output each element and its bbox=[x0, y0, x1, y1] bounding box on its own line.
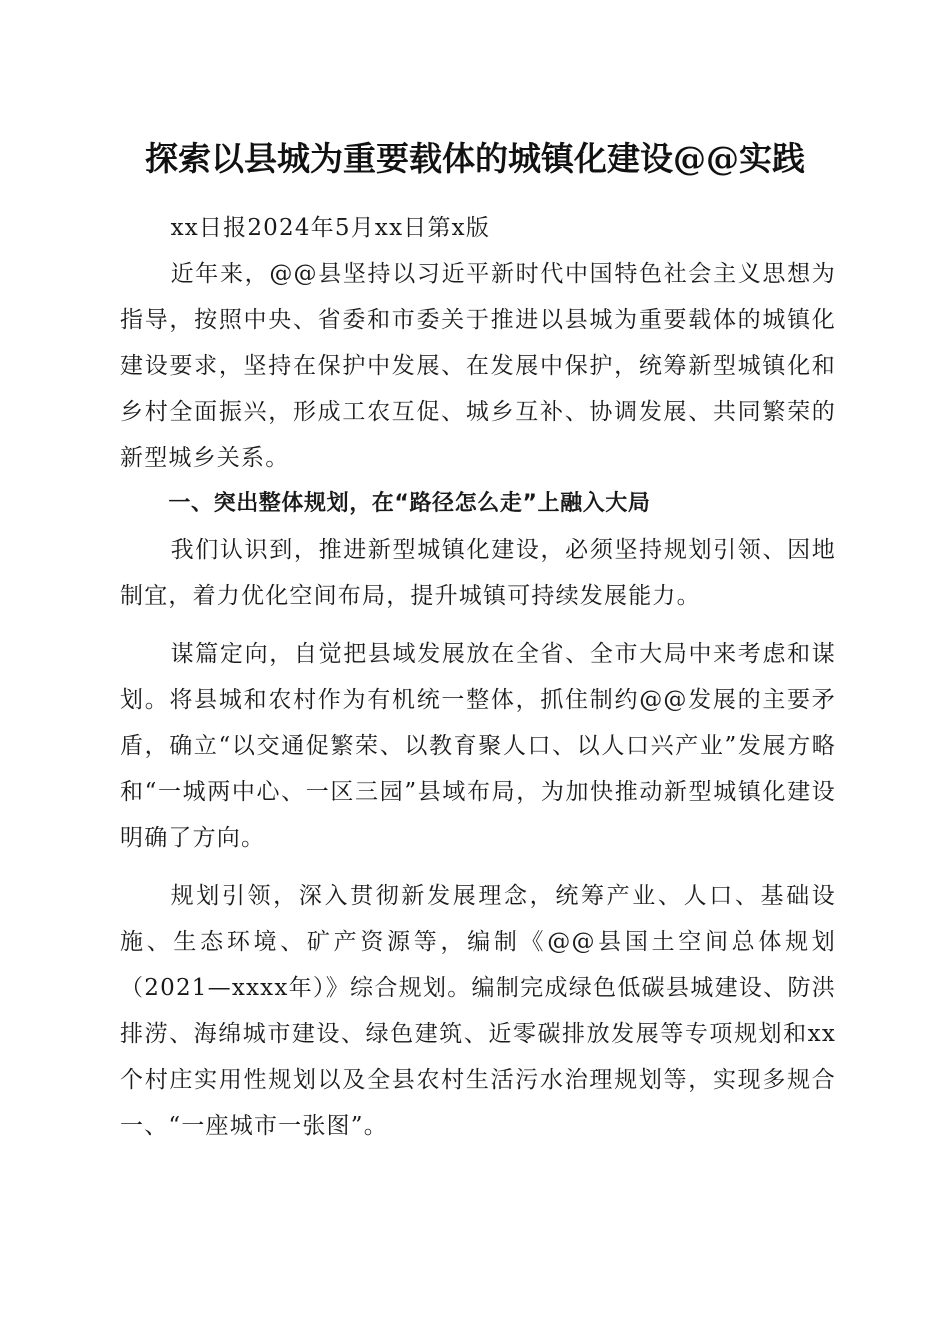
paragraph-orientation: 谋篇定向，自觉把县域发展放在全省、全市大局中来考虑和谋划。将县城和农村作为有机统一整体，抓住制约@@发展的主要矛盾，确立“以交通促繁荣、以教育聚人口、以人口兴产业”发展方略和“一城两中心、一区三园”县域布局，为加快推动新型城镇化建设明确了方向。 bbox=[120, 641, 836, 851]
document-body bbox=[120, 205, 836, 1149]
section-heading: 一、突出整体规划，在“路径怎么走”上融入大局 bbox=[168, 491, 651, 516]
paragraph-awareness: 我们认识到，推进新型城镇化建设，必须坚持规划引领、因地制宜，着力优化空间布局，提升城镇可持续发展能力。 bbox=[120, 537, 836, 609]
paragraph-intro: 近年来，@@县坚持以习近平新时代中国特色社会主义思想为指导，按照中央、省委和市委关于推进以县城为重要载体的城镇化建设要求，坚持在保护中发展、在发展中保护，统筹新型城镇化和乡村全面振兴，形成工农互促、城乡互补、协调发展、共同繁荣的新型城乡关系。 bbox=[120, 261, 836, 471]
paragraph-planning: 规划引领，深入贯彻新发展理念，统筹产业、人口、基础设施、生态环境、矿产资源等，编制《@@县国土空间总体规划（2021—xxxx年）》综合规划。编制完成绿色低碳县城建设、防洪排涝、海绵城市建设、绿色建筑、近零碳排放发展等专项规划和xx个村庄实用性规划以及全县农村生活污水治理规划等，实现多规合一、“一座城市一张图”。 bbox=[120, 883, 836, 1139]
document-title: 探索以县城为重要载体的城镇化建设@@实践 bbox=[145, 139, 805, 178]
byline: xx日报2024年5月xx日第x版 bbox=[170, 215, 491, 241]
